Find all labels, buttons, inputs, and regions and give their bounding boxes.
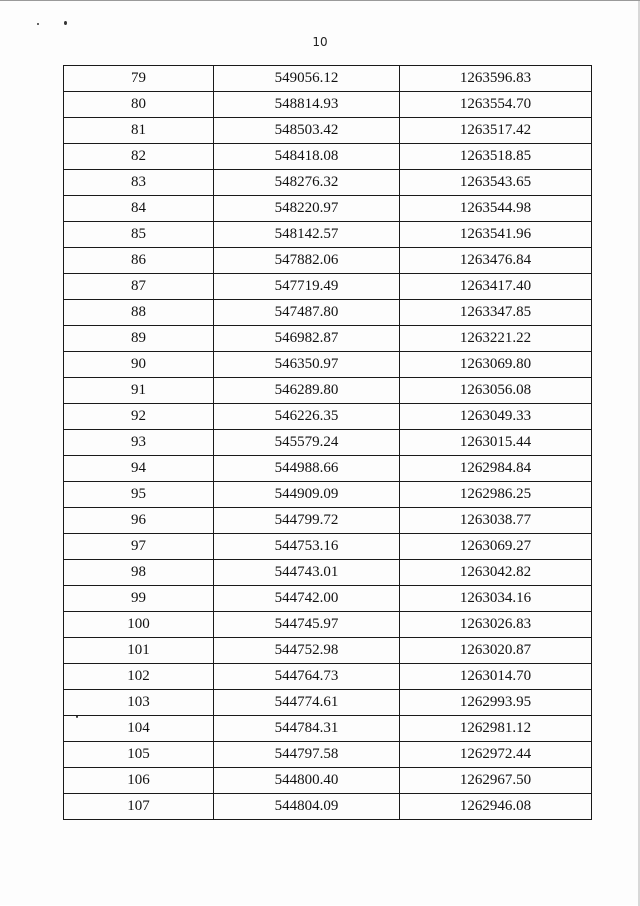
table-row — [64, 352, 592, 378]
y-coordinate-cell: 1262981.12 — [400, 716, 592, 742]
x-coordinate-cell: 544784.31 — [214, 716, 400, 742]
y-coordinate-cell: 1263554.70 — [400, 92, 592, 118]
point-number-cell: 80 — [64, 92, 214, 118]
y-coordinate-cell: 1263518.85 — [400, 144, 592, 170]
point-number-cell: 86 — [64, 248, 214, 274]
x-coordinate-cell: 544743.01 — [214, 560, 400, 586]
table-row — [64, 248, 592, 274]
x-coordinate-cell: 544752.98 — [214, 638, 400, 664]
y-coordinate-cell: 1262967.50 — [400, 768, 592, 794]
page-number: 10 — [312, 35, 328, 49]
y-coordinate-cell: 1263347.85 — [400, 300, 592, 326]
point-number-cell: 90 — [64, 352, 214, 378]
point-number-cell: 83 — [64, 170, 214, 196]
x-coordinate-cell: 544753.16 — [214, 534, 400, 560]
x-coordinate-cell: 546982.87 — [214, 326, 400, 352]
y-coordinate-cell: 1263049.33 — [400, 404, 592, 430]
table-row — [64, 404, 592, 430]
table-row — [64, 430, 592, 456]
x-coordinate-cell: 544799.72 — [214, 508, 400, 534]
x-coordinate-cell: 544774.61 — [214, 690, 400, 716]
y-coordinate-cell: 1263476.84 — [400, 248, 592, 274]
table-row — [64, 794, 592, 820]
table-row — [64, 690, 592, 716]
point-number-cell: 101 — [64, 638, 214, 664]
y-coordinate-cell: 1263543.65 — [400, 170, 592, 196]
x-coordinate-cell: 548220.97 — [214, 196, 400, 222]
x-coordinate-cell: 544804.09 — [214, 794, 400, 820]
point-number-cell: 103 — [64, 690, 214, 716]
y-coordinate-cell: 1262946.08 — [400, 794, 592, 820]
table-row — [64, 378, 592, 404]
table-row — [64, 612, 592, 638]
table-row — [64, 508, 592, 534]
table-row — [64, 534, 592, 560]
table-row — [64, 66, 592, 92]
point-number-cell: 85 — [64, 222, 214, 248]
y-coordinate-cell: 1263221.22 — [400, 326, 592, 352]
point-number-cell: 94 — [64, 456, 214, 482]
y-coordinate-cell: 1263014.70 — [400, 664, 592, 690]
point-number-cell: 93 — [64, 430, 214, 456]
x-coordinate-cell: 548276.32 — [214, 170, 400, 196]
table-row — [64, 638, 592, 664]
y-coordinate-cell: 1263056.08 — [400, 378, 592, 404]
table-row — [64, 560, 592, 586]
coordinates-table — [63, 65, 592, 820]
y-coordinate-cell: 1263069.80 — [400, 352, 592, 378]
table-row — [64, 170, 592, 196]
x-coordinate-cell: 547719.49 — [214, 274, 400, 300]
point-number-cell: 104 — [64, 716, 214, 742]
y-coordinate-cell: 1263015.44 — [400, 430, 592, 456]
point-number-cell: 106 — [64, 768, 214, 794]
table-row — [64, 482, 592, 508]
y-coordinate-cell: 1263038.77 — [400, 508, 592, 534]
y-coordinate-cell: 1262986.25 — [400, 482, 592, 508]
y-coordinate-cell: 1263596.83 — [400, 66, 592, 92]
point-number-cell: 95 — [64, 482, 214, 508]
table-row — [64, 274, 592, 300]
x-coordinate-cell: 549056.12 — [214, 66, 400, 92]
x-coordinate-cell: 544742.00 — [214, 586, 400, 612]
y-coordinate-cell: 1262993.95 — [400, 690, 592, 716]
point-number-cell: 89 — [64, 326, 214, 352]
point-number-cell: 97 — [64, 534, 214, 560]
table-row — [64, 768, 592, 794]
point-number-cell: 92 — [64, 404, 214, 430]
point-number-cell: 98 — [64, 560, 214, 586]
point-number-cell: 88 — [64, 300, 214, 326]
x-coordinate-cell: 546289.80 — [214, 378, 400, 404]
x-coordinate-cell: 544797.58 — [214, 742, 400, 768]
x-coordinate-cell: 544800.40 — [214, 768, 400, 794]
x-coordinate-cell: 544909.09 — [214, 482, 400, 508]
point-number-cell: 102 — [64, 664, 214, 690]
point-number-cell: 100 — [64, 612, 214, 638]
x-coordinate-cell: 547882.06 — [214, 248, 400, 274]
x-coordinate-cell: 548814.93 — [214, 92, 400, 118]
table-row — [64, 118, 592, 144]
table-row — [64, 222, 592, 248]
point-number-cell: 82 — [64, 144, 214, 170]
y-coordinate-cell: 1263541.96 — [400, 222, 592, 248]
table-row — [64, 586, 592, 612]
table-row — [64, 716, 592, 742]
point-number-cell: 107 — [64, 794, 214, 820]
point-number-cell: 79 — [64, 66, 214, 92]
y-coordinate-cell: 1263034.16 — [400, 586, 592, 612]
y-coordinate-cell: 1263026.83 — [400, 612, 592, 638]
coordinates-table-body — [64, 66, 592, 820]
x-coordinate-cell: 544988.66 — [214, 456, 400, 482]
table-row — [64, 326, 592, 352]
x-coordinate-cell: 547487.80 — [214, 300, 400, 326]
y-coordinate-cell: 1263042.82 — [400, 560, 592, 586]
point-number-cell: 84 — [64, 196, 214, 222]
y-coordinate-cell: 1262972.44 — [400, 742, 592, 768]
x-coordinate-cell: 548503.42 — [214, 118, 400, 144]
table-row — [64, 742, 592, 768]
scan-speck — [37, 23, 39, 25]
x-coordinate-cell: 548418.08 — [214, 144, 400, 170]
x-coordinate-cell: 544764.73 — [214, 664, 400, 690]
x-coordinate-cell: 546350.97 — [214, 352, 400, 378]
x-coordinate-cell: 548142.57 — [214, 222, 400, 248]
table-row — [64, 456, 592, 482]
y-coordinate-cell: 1263069.27 — [400, 534, 592, 560]
table-row — [64, 300, 592, 326]
point-number-cell: 87 — [64, 274, 214, 300]
point-number-cell: 81 — [64, 118, 214, 144]
point-number-cell: 91 — [64, 378, 214, 404]
y-coordinate-cell: 1263517.42 — [400, 118, 592, 144]
table-row — [64, 144, 592, 170]
table-row — [64, 664, 592, 690]
y-coordinate-cell: 1263544.98 — [400, 196, 592, 222]
x-coordinate-cell: 544745.97 — [214, 612, 400, 638]
y-coordinate-cell: 1263020.87 — [400, 638, 592, 664]
x-coordinate-cell: 546226.35 — [214, 404, 400, 430]
table-row — [64, 196, 592, 222]
y-coordinate-cell: 1262984.84 — [400, 456, 592, 482]
scan-speck — [64, 21, 67, 25]
point-number-cell: 96 — [64, 508, 214, 534]
x-coordinate-cell: 545579.24 — [214, 430, 400, 456]
y-coordinate-cell: 1263417.40 — [400, 274, 592, 300]
table-row — [64, 92, 592, 118]
point-number-cell: 105 — [64, 742, 214, 768]
point-number-cell: 99 — [64, 586, 214, 612]
